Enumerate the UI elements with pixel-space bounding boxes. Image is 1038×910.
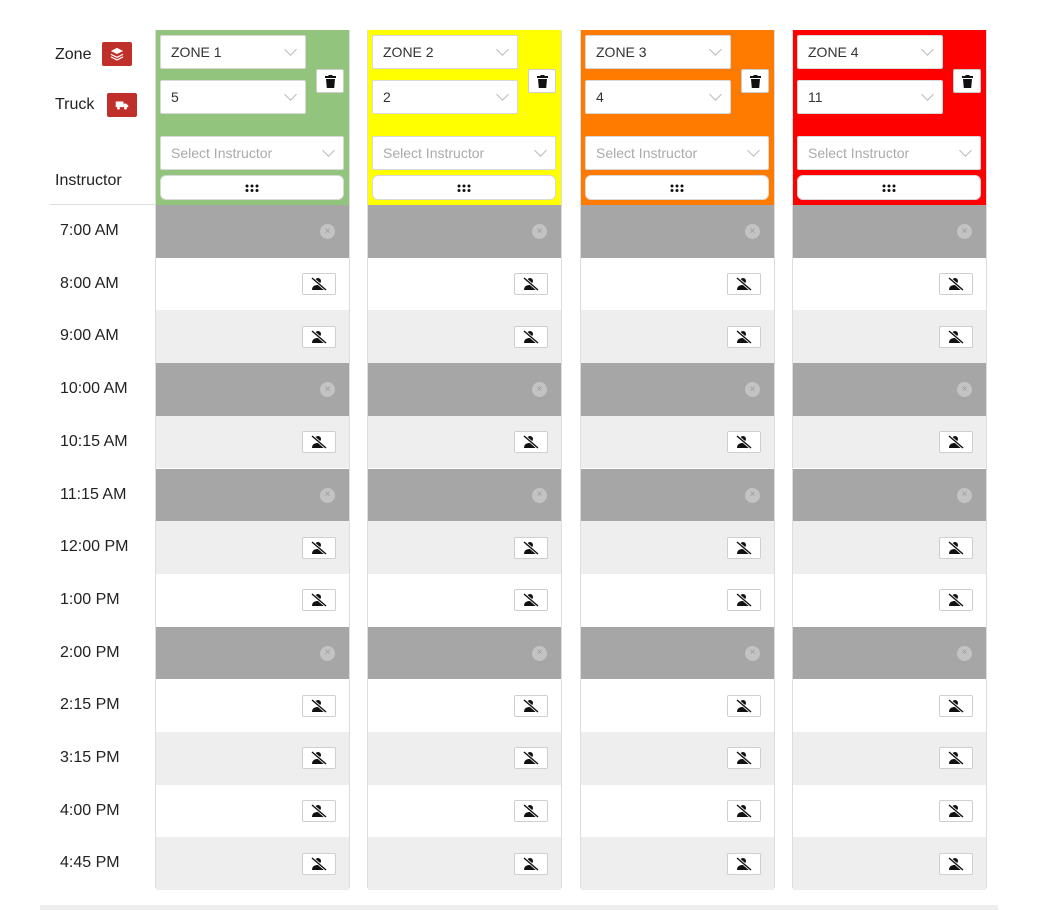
assign-instructor-button[interactable] [939,853,973,875]
user-slash-icon [523,435,539,449]
time-slot[interactable] [368,310,561,363]
user-slash-icon [736,593,752,607]
x-circle-icon[interactable]: × [957,224,972,239]
instructor-select-placeholder: Select Instructor [383,145,485,161]
zone-column [580,30,775,888]
zone-select-value: ZONE 4 [808,44,859,60]
x-circle-icon[interactable]: × [957,382,972,397]
user-slash-icon [311,277,327,291]
assign-instructor-button[interactable] [302,537,336,559]
x-circle-icon[interactable]: × [532,382,547,397]
time-slot[interactable] [368,732,561,785]
x-circle-icon[interactable]: × [320,488,335,503]
assign-instructor-button[interactable] [514,747,548,769]
user-slash-icon [736,330,752,344]
unavailable-slot[interactable] [368,205,561,258]
truck-select[interactable] [585,80,731,114]
user-slash-icon [523,857,539,871]
time-slot[interactable] [156,785,349,838]
x-circle-icon[interactable]: × [957,488,972,503]
delete-zone-button[interactable] [528,69,556,93]
horizontal-scrollbar[interactable] [40,905,998,910]
chevron-down-icon [496,88,509,101]
chevron-down-icon [284,88,297,101]
drag-handle-button[interactable] [372,175,556,200]
zone-column [367,30,562,888]
time-slot[interactable] [793,310,986,363]
zone-select-value: ZONE 3 [596,44,647,60]
time-slot[interactable] [156,837,349,890]
user-slash-icon [736,699,752,713]
truck-select[interactable] [797,80,943,114]
user-slash-icon [948,541,964,555]
truck-select-value: 5 [171,89,179,105]
time-slot[interactable] [581,574,774,627]
user-slash-icon [523,804,539,818]
zone-select[interactable] [585,35,731,69]
zone-header [368,30,561,205]
user-slash-icon [311,699,327,713]
time-slot[interactable] [581,679,774,732]
unavailable-slot[interactable] [368,363,561,416]
time-label: 1:00 PM [60,590,120,608]
assign-instructor-button[interactable] [939,800,973,822]
time-slot[interactable] [793,732,986,785]
unavailable-slot[interactable] [156,363,349,416]
user-slash-icon [523,541,539,555]
chevron-down-icon [322,144,335,157]
assign-instructor-button[interactable] [514,273,548,295]
user-slash-icon [311,330,327,344]
time-slot[interactable] [156,521,349,574]
user-slash-icon [948,699,964,713]
user-slash-icon [311,593,327,607]
user-slash-icon [736,751,752,765]
time-label: 12:00 PM [60,538,129,556]
unavailable-slot[interactable] [581,363,774,416]
zone-column [155,30,350,888]
unavailable-slot[interactable] [156,469,349,522]
assign-instructor-button[interactable] [302,589,336,611]
instructor-select-placeholder: Select Instructor [171,145,273,161]
assign-instructor-button[interactable] [939,589,973,611]
x-circle-icon[interactable]: × [532,224,547,239]
trash-icon [537,75,548,88]
user-slash-icon [523,593,539,607]
user-slash-icon [948,435,964,449]
chevron-down-icon [921,43,934,56]
x-circle-icon[interactable]: × [532,488,547,503]
truck-select-value: 2 [383,89,391,105]
time-slot[interactable] [368,785,561,838]
time-slot[interactable] [793,837,986,890]
instructor-select-placeholder: Select Instructor [808,145,910,161]
time-label: 2:15 PM [60,696,120,714]
unavailable-slot[interactable] [581,205,774,258]
unavailable-slot[interactable] [793,363,986,416]
time-slot[interactable] [581,416,774,469]
assign-instructor-button[interactable] [302,326,336,348]
time-label: 7:00 AM [60,222,119,239]
assign-instructor-button[interactable] [939,273,973,295]
user-slash-icon [948,751,964,765]
assign-instructor-button[interactable] [727,800,761,822]
x-circle-icon[interactable]: × [745,224,760,239]
truck-select-value: 11 [808,89,823,105]
user-slash-icon [523,699,539,713]
time-label: 10:00 AM [60,380,128,398]
assign-instructor-button[interactable] [939,695,973,717]
time-slot[interactable] [581,258,774,311]
time-label: 4:00 PM [60,801,120,819]
user-slash-icon [948,277,964,291]
zone-header [793,30,986,205]
assign-instructor-button[interactable] [514,537,548,559]
assign-instructor-button[interactable] [727,431,761,453]
chevron-down-icon [959,144,972,157]
assign-instructor-button[interactable] [514,431,548,453]
x-circle-icon[interactable]: × [745,382,760,397]
truck-icon [107,93,137,117]
assign-instructor-button[interactable] [514,326,548,348]
x-circle-icon[interactable]: × [320,224,335,239]
time-label: 8:00 AM [60,274,119,292]
zone-header [581,30,774,205]
unavailable-slot[interactable] [368,469,561,522]
instructor-label: Instructor [55,172,122,189]
time-label: 10:15 AM [60,432,128,450]
user-slash-icon [736,857,752,871]
instructor-select-placeholder: Select Instructor [596,145,698,161]
user-slash-icon [948,857,964,871]
time-slot[interactable] [793,679,986,732]
assign-instructor-button[interactable] [302,431,336,453]
zone-column [792,30,987,888]
time-slot[interactable] [793,574,986,627]
assign-instructor-button[interactable] [727,589,761,611]
user-slash-icon [311,857,327,871]
chevron-down-icon [709,88,722,101]
time-slot[interactable] [368,258,561,311]
chevron-down-icon [709,43,722,56]
time-slot[interactable] [156,416,349,469]
truck-select[interactable] [372,80,518,114]
user-slash-icon [311,751,327,765]
time-slot[interactable] [793,416,986,469]
x-circle-icon[interactable]: × [320,382,335,397]
unavailable-slot[interactable] [581,627,774,680]
zone-select[interactable] [372,35,518,69]
time-label: 11:15 AM [60,485,127,503]
time-slot[interactable] [793,785,986,838]
time-slot[interactable] [368,837,561,890]
drag-handle-button[interactable] [585,175,769,200]
instructor-select[interactable] [160,136,344,170]
truck-select[interactable] [160,80,306,114]
user-slash-icon [948,593,964,607]
time-slot[interactable] [581,732,774,785]
time-slot[interactable] [581,521,774,574]
user-slash-icon [736,541,752,555]
time-label: 2:00 PM [60,643,120,661]
assign-instructor-button[interactable] [514,853,548,875]
assign-instructor-button[interactable] [939,326,973,348]
user-slash-icon [948,330,964,344]
zone-select[interactable] [797,35,943,69]
grip-dots-icon [670,184,684,192]
user-slash-icon [736,277,752,291]
delete-zone-button[interactable] [316,69,344,93]
assign-instructor-button[interactable] [514,800,548,822]
unavailable-slot[interactable] [793,205,986,258]
unavailable-slot[interactable] [581,469,774,522]
zone-label: Zone [55,46,92,63]
user-slash-icon [523,330,539,344]
time-slot[interactable] [156,732,349,785]
chevron-down-icon [284,43,297,56]
time-slot[interactable] [156,679,349,732]
time-slot[interactable] [156,574,349,627]
chevron-down-icon [534,144,547,157]
x-circle-icon[interactable]: × [532,646,547,661]
time-label: 9:00 AM [60,327,119,345]
time-slot[interactable] [368,574,561,627]
zone-select-value: ZONE 1 [171,44,222,60]
time-slot[interactable] [581,785,774,838]
assign-instructor-button[interactable] [939,747,973,769]
user-slash-icon [311,435,327,449]
x-circle-icon[interactable]: × [745,488,760,503]
trash-icon [750,75,761,88]
assign-instructor-button[interactable] [727,853,761,875]
assign-instructor-button[interactable] [939,537,973,559]
x-circle-icon[interactable]: × [745,646,760,661]
user-slash-icon [523,751,539,765]
instructor-select[interactable] [797,136,981,170]
time-slot[interactable] [156,258,349,311]
assign-instructor-button[interactable] [302,853,336,875]
zone-header [156,30,349,205]
assign-instructor-button[interactable] [939,431,973,453]
assign-instructor-button[interactable] [514,589,548,611]
time-slot[interactable] [581,310,774,363]
delete-zone-button[interactable] [741,69,769,93]
time-slot[interactable] [368,679,561,732]
instructor-select[interactable] [585,136,769,170]
assign-instructor-button[interactable] [727,326,761,348]
truck-select-value: 4 [596,89,604,105]
x-circle-icon[interactable]: × [320,646,335,661]
x-circle-icon[interactable]: × [957,646,972,661]
grip-dots-icon [882,184,896,192]
assign-instructor-button[interactable] [302,273,336,295]
delete-zone-button[interactable] [953,69,981,93]
drag-handle-button[interactable] [797,175,981,200]
time-label: 4:45 PM [60,854,120,872]
user-slash-icon [948,804,964,818]
trash-icon [325,75,336,88]
time-slot[interactable] [793,521,986,574]
user-slash-icon [736,435,752,449]
user-slash-icon [311,541,327,555]
assign-instructor-button[interactable] [302,695,336,717]
time-slot[interactable] [793,258,986,311]
unavailable-slot[interactable] [156,205,349,258]
user-slash-icon [523,277,539,291]
time-slot[interactable] [581,837,774,890]
assign-instructor-button[interactable] [302,747,336,769]
instructor-select[interactable] [372,136,556,170]
grip-dots-icon [245,184,259,192]
trash-icon [962,75,973,88]
user-slash-icon [311,804,327,818]
assign-instructor-button[interactable] [727,695,761,717]
assign-instructor-button[interactable] [302,800,336,822]
time-label: 3:15 PM [60,749,120,766]
assign-instructor-button[interactable] [727,273,761,295]
time-slot[interactable] [368,416,561,469]
user-slash-icon [736,804,752,818]
assign-instructor-button[interactable] [727,537,761,559]
time-slot[interactable] [156,310,349,363]
assign-instructor-button[interactable] [727,747,761,769]
assign-instructor-button[interactable] [514,695,548,717]
drag-handle-button[interactable] [160,175,344,200]
unavailable-slot[interactable] [368,627,561,680]
unavailable-slot[interactable] [156,627,349,680]
zone-select-value: ZONE 2 [383,44,434,60]
time-slot[interactable] [368,521,561,574]
chevron-down-icon [747,144,760,157]
grip-dots-icon [457,184,471,192]
truck-label: Truck [55,96,95,113]
zone-select[interactable] [160,35,306,69]
layers-icon [102,42,132,66]
unavailable-slot[interactable] [793,469,986,522]
chevron-down-icon [921,88,934,101]
chevron-down-icon [496,43,509,56]
unavailable-slot[interactable] [793,627,986,680]
